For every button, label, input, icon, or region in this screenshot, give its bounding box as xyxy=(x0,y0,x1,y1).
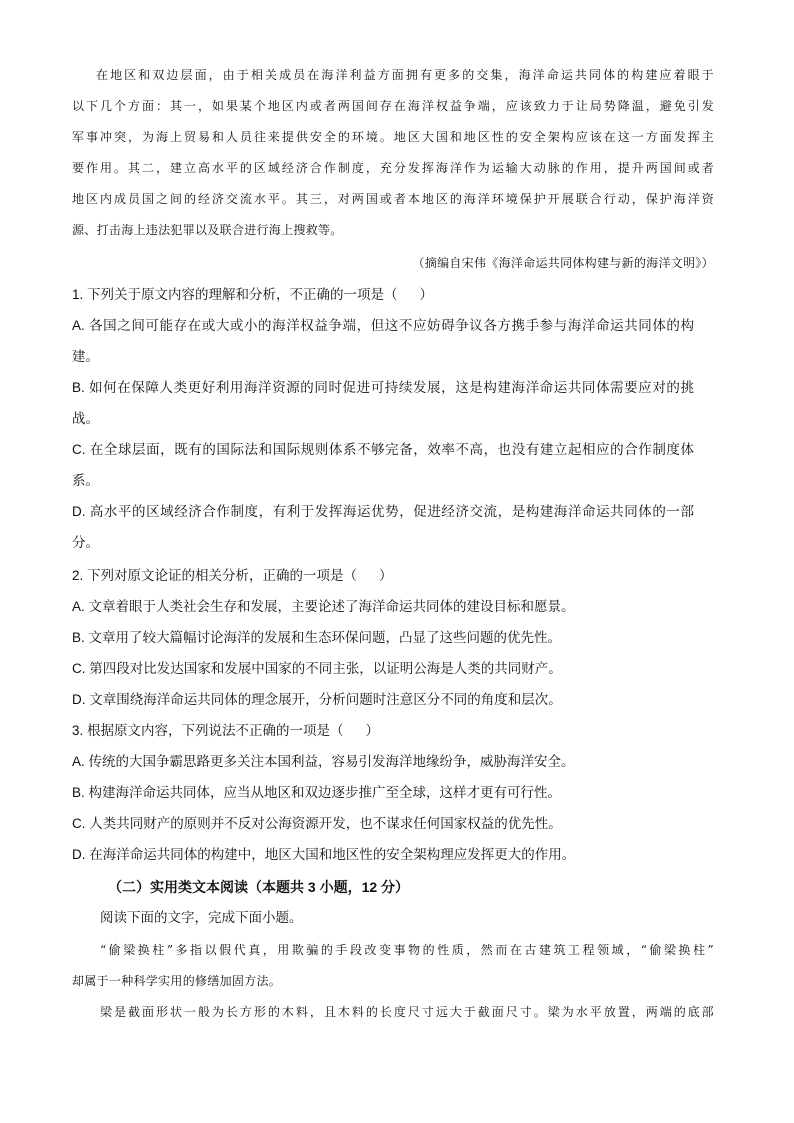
q2-option-c: C. 第四段对比发达国家和发展中国家的不同主张，以证明公海是人类的共同财产。 xyxy=(72,661,562,676)
question-3-stem: 3. 根据原文内容，下列说法不正确的一项是（ ） xyxy=(72,723,380,738)
section-instruction: 阅读下面的文字，完成下面小题。 xyxy=(100,910,303,925)
passage-line-1: 在地区和双边层面，由于相关成员在海洋利益方面拥有更多的交集，海洋命运共同体的构建应着眼于 xyxy=(96,68,714,82)
passage-line-6: 源、打击海上违法犯罪以及联合进行海上搜救等。 xyxy=(72,223,343,237)
passage-line-3: 军事冲突，为海上贸易和人员往来提供安全的环境。地区大国和地区性的安全架构应该在这一方面发挥主 xyxy=(72,130,714,144)
q3-option-b: B. 构建海洋命运共同体，应当从地区和双边逐步推广至全球，这样才更有可行性。 xyxy=(72,785,562,800)
passage-line-2: 以下几个方面：其一，如果某个地区内或者两国间存在海洋权益争端，应该致力于让局势降温，避免引发 xyxy=(72,99,714,113)
passage2-line-3: 梁是截面形状一般为长方形的木料，且木料的长度尺寸远大于截面尺寸。梁为水平放置，两端的底部 xyxy=(100,1005,714,1019)
q2-option-d: D. 文章围绕海洋命运共同体的理念展开，分析问题时注意区分不同的角度和层次。 xyxy=(72,692,562,707)
passage2-line-1: “偷梁换柱”多指以假代真，用欺骗的手段改变事物的性质，然而在古建筑工程领域，“偷梁换柱” xyxy=(100,943,714,957)
q3-option-a: A. 传统的大国争霸思路更多关注本国利益，容易引发海洋地缘纷争，威胁海洋安全。 xyxy=(72,754,575,769)
q1-option-a-cont: 建。 xyxy=(72,349,99,364)
q2-option-a: A. 文章着眼于人类社会生存和发展，主要论述了海洋命运共同体的建设目标和愿景。 xyxy=(72,599,575,614)
q1-option-d-cont: 分。 xyxy=(72,535,99,550)
question-1-stem: 1. 下列关于原文内容的理解和分析，不正确的一项是（ ） xyxy=(72,287,434,302)
q3-option-d: D. 在海洋命运共同体的构建中，地区大国和地区性的安全架构理应发挥更大的作用。 xyxy=(72,847,576,862)
q1-option-b: B. 如何在保障人类更好利用海洋资源的同时促进可持续发展，这是构建海洋命运共同体需要应对的挑 xyxy=(72,380,694,395)
q2-option-b: B. 文章用了较大篇幅讨论海洋的发展和生态环保问题，凸显了这些问题的优先性。 xyxy=(72,630,562,645)
passage2-line-2: 却属于一种科学实用的修缮加固方法。 xyxy=(72,974,282,988)
source-citation: （摘编自宋伟《海洋命运共同体构建与新的海洋文明》） xyxy=(412,256,714,270)
q1-option-a: A. 各国之间可能存在或大或小的海洋权益争端，但这不应妨碍争议各方携手参与海洋命运共同体的构 xyxy=(72,318,694,333)
q3-option-c: C. 人类共同财产的原则并不反对公海资源开发，也不谋求任何国家权益的优先性。 xyxy=(72,816,562,831)
q1-option-b-cont: 战。 xyxy=(72,411,99,426)
section-heading: （二）实用类文本阅读（本题共 3 小题，12 分） xyxy=(108,879,410,895)
question-2-stem: 2. 下列对原文论证的相关分析，正确的一项是（ ） xyxy=(72,568,393,583)
q1-option-c-cont: 系。 xyxy=(72,473,99,488)
q1-option-c: C. 在全球层面，既有的国际法和国际规则体系不够完备，效率不高，也没有建立起相应的合作制度体 xyxy=(72,442,694,457)
q1-option-d: D. 高水平的区域经济合作制度，有利于发挥海运优势，促进经济交流，是构建海洋命运共同体的一部 xyxy=(72,504,694,519)
passage-line-4: 要作用。其二，建立高水平的区域经济合作制度，充分发挥海洋作为运输大动脉的作用，提升两国间或者 xyxy=(72,161,714,175)
passage-line-5: 地区内成员国之间的经济交流水平。其三，对两国或者本地区的海洋环境保护开展联合行动，保护海洋资 xyxy=(72,192,714,206)
